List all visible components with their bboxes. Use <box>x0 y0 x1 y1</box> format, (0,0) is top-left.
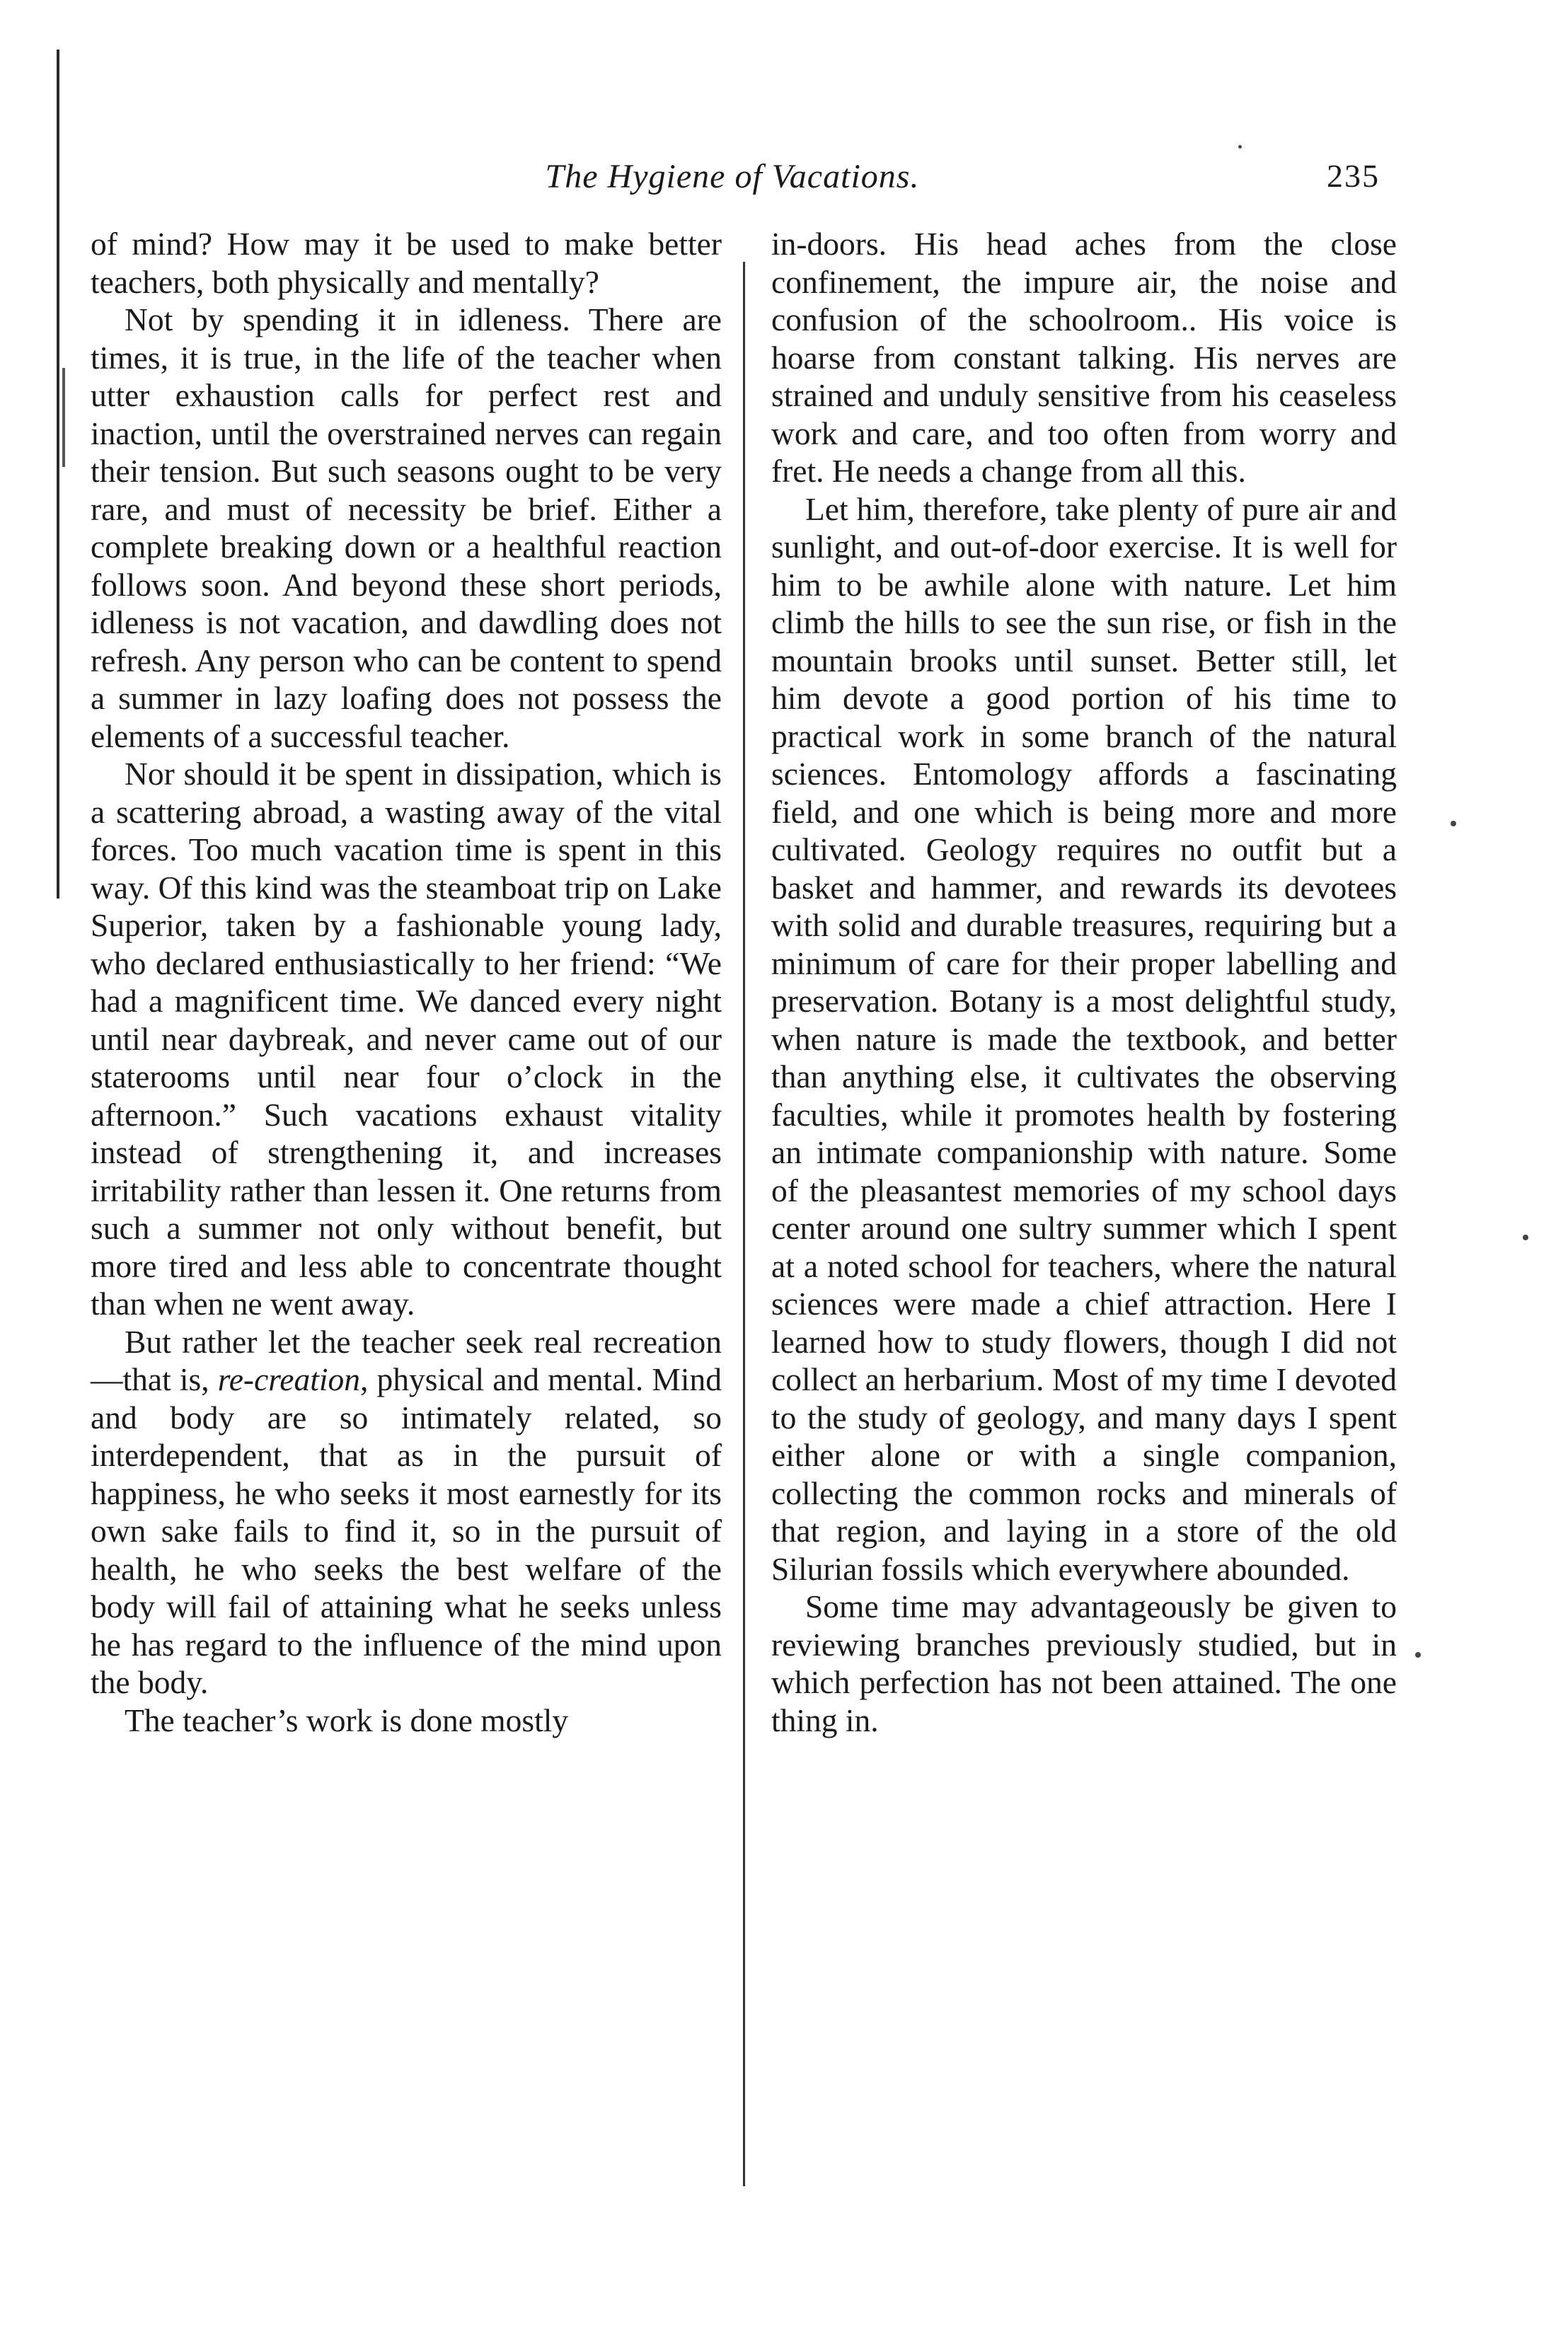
page-number: 235 <box>1327 158 1380 194</box>
italic-term: re-creation <box>217 1361 361 1397</box>
paragraph: of mind? How may it be used to make better teachers, both physically and mentally? <box>91 226 722 300</box>
print-speck <box>1523 1235 1528 1240</box>
print-speck <box>1238 145 1242 149</box>
right-column <box>771 225 1397 1739</box>
paragraph: The teacher’s work is done mostly <box>125 1702 569 1738</box>
left-column <box>91 225 722 1739</box>
page-binding-edge-mark <box>62 368 65 467</box>
page-header <box>85 157 1380 200</box>
page-binding-edge <box>57 50 59 899</box>
column-divider <box>743 262 745 2186</box>
text-run: , physical and mental. Mind and body are so intimately related, so interdependent, that as in the pursuit of happiness, he who seeks it most earnestly for its own sake fails to find it, so in the pursuit of health, he who seeks the best welfare of the body will fail of attaining what he seeks unless he has regard to the influence of the mind upon the body. <box>91 1361 722 1700</box>
text-run: But rather let the teacher seek real recreation—that is, <box>91 1323 722 1397</box>
running-head: The Hygiene of Vacations. <box>545 158 920 195</box>
paragraph: in-doors. His head aches from the close confinement, the impure air, the noise and confusion of the schoolroom.. His voice is hoarse from constant talking. His nerves are strained and unduly sensitive from his ceaseless work and care, and too often from worry and fret. He needs a change from all this. <box>771 226 1397 489</box>
paragraph: Not by spending it in idleness. There are times, it is true, in the life of the teacher when utter exhaustion calls for perfect rest and inaction, until the overstrained nerves can regain their tension. But such seasons ought to be very rare, and must of necessity be brief. Either a complete breaking down or a healthful reaction follows soon. And beyond these short periods, idleness is not vacation, and dawdling does not refresh. Any person who can be content to spend a summer in lazy loafing does not possess the elements of a successful teacher. <box>91 301 722 754</box>
print-speck <box>1415 1652 1421 1658</box>
paragraph: Nor should it be spent in dissipation, which is a scattering abroad, a wasting away of the vital forces. Too much vacation time is spent in this way. Of this kind was the steamboat trip on Lake Superior, taken by a fashionable young lady, who declared enthusiastically to her friend: “We had a magnificent time. We danced every night until near daybreak, and never came out of our staterooms until near four o’clock in the afternoon.” Such vacations exhaust vitality instead of strengthening it, and increases irritability rather than lessen it. One returns from such a summer not only without benefit, but more tired and less able to concentrate thought than when ne went away. <box>91 756 722 1322</box>
paragraph <box>91 1323 722 1702</box>
paragraph: Some time may advantageously be given to reviewing branches previously studied, but in which perfection has not been attained. The one thing in. <box>771 1588 1397 1738</box>
print-speck <box>1451 821 1456 826</box>
paragraph: Let him, therefore, take plenty of pure air and sunlight, and out-of-door exercise. It is well for him to be awhile alone with nature. Let him climb the hills to see the sun rise, or fish in the mountain brooks until sunset. Better still, let him devote a good portion of his time to practical work in some branch of the natural sciences. Entomology affords a fascinating field, and one which is being more and more cultivated. Geology requires no outfit but a basket and hammer, and rewards its devotees with solid and durable treasures, requiring but a minimum of care for their proper labelling and preservation. Botany is a most delightful study, when nature is made the textbook, and better than anything else, it cultivates the observing faculties, while it promotes health by fostering an intimate companionship with nature. Some of the pleasantest memories of my school days center around one sultry summer which I spent at a noted school for teachers, where the natural sciences were made a chief attraction. Here I learned how to study flowers, though I did not collect an herbarium. Most of my time I devoted to the study of geology, and many days I spent either alone or with a single companion, collecting the common rocks and minerals of that region, and laying in a store of the old Silurian fossils which everywhere abounded. <box>771 490 1397 1587</box>
